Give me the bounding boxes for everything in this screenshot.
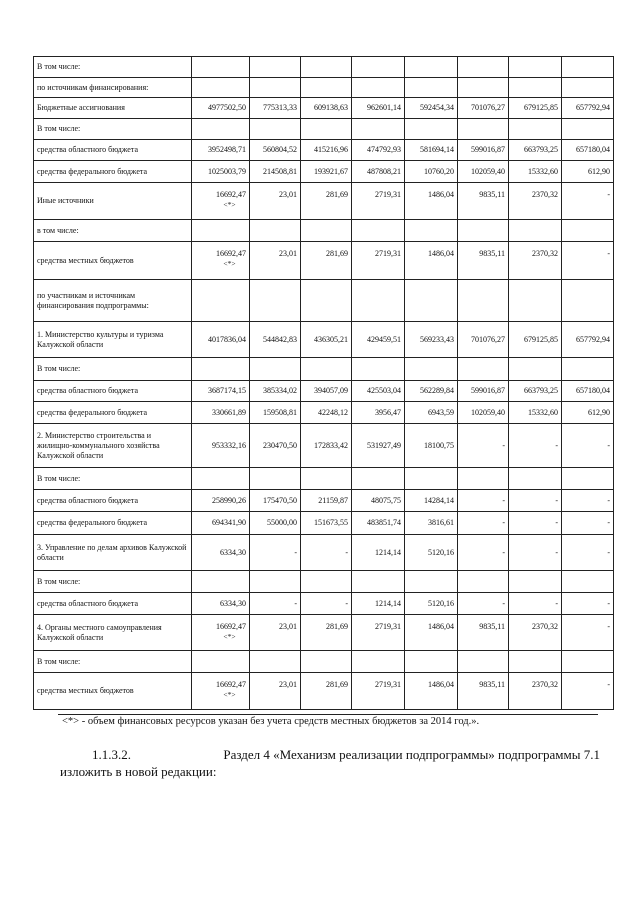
empty-cell (509, 280, 562, 322)
value-cell: - (509, 424, 562, 468)
table-row (34, 140, 614, 161)
value-cell: 701076,27 (458, 322, 509, 358)
table-row (34, 242, 614, 280)
empty-cell (562, 571, 614, 593)
value-cell: 679125,85 (509, 322, 562, 358)
value-cell: - (301, 593, 352, 615)
value-cell: 429459,51 (352, 322, 405, 358)
value-cell: 5120,16 (405, 593, 458, 615)
empty-cell (301, 78, 352, 98)
value-cell: 425503,04 (352, 381, 405, 402)
value-cell: 657792,94 (562, 98, 614, 119)
footnote-text: <*> - объем финансовых ресурсов указан без учета средств местных бюджетов за 2014 год.». (62, 716, 480, 727)
empty-cell (405, 57, 458, 78)
empty-cell (192, 220, 250, 242)
empty-cell (405, 78, 458, 98)
row-label: средства областного бюджета (34, 490, 192, 512)
value-cell: 6334,30 (192, 593, 250, 615)
value-cell: 4977502,50 (192, 98, 250, 119)
value-cell: 3952498,71 (192, 140, 250, 161)
row-label: средства федерального бюджета (34, 402, 192, 424)
row-label: В том числе: (34, 358, 192, 381)
value-cell: 330661,89 (192, 402, 250, 424)
value-cell: 281,69 (301, 183, 352, 220)
row-label: В том числе: (34, 651, 192, 673)
empty-cell (301, 571, 352, 593)
row-label: средства областного бюджета (34, 140, 192, 161)
table-row (34, 468, 614, 490)
table-row (34, 615, 614, 651)
table-row (34, 358, 614, 381)
value-cell: 23,01 (250, 615, 301, 651)
value-cell: 1486,04 (405, 242, 458, 280)
value-cell: 214508,81 (250, 161, 301, 183)
empty-cell (192, 78, 250, 98)
value-cell: 474792,93 (352, 140, 405, 161)
value-cell: 2370,32 (509, 242, 562, 280)
value-cell: 10760,20 (405, 161, 458, 183)
budget-table-container (33, 56, 613, 710)
value-cell: 531927,49 (352, 424, 405, 468)
empty-cell (509, 468, 562, 490)
value-cell (192, 183, 250, 220)
empty-cell (562, 468, 614, 490)
empty-cell (250, 468, 301, 490)
table-row (34, 593, 614, 615)
empty-cell (458, 358, 509, 381)
value-cell: 2719,31 (352, 183, 405, 220)
table-row (34, 161, 614, 183)
empty-cell (562, 78, 614, 98)
empty-cell (562, 358, 614, 381)
empty-cell (192, 358, 250, 381)
value-cell: 1214,14 (352, 593, 405, 615)
empty-cell (562, 220, 614, 242)
value-cell: - (509, 535, 562, 571)
value-cell: 23,01 (250, 673, 301, 710)
row-label: В том числе: (34, 571, 192, 593)
value-cell: 2719,31 (352, 615, 405, 651)
row-label: средства местных бюджетов (34, 673, 192, 710)
empty-cell (352, 468, 405, 490)
empty-cell (405, 220, 458, 242)
row-label: Бюджетные ассигнования (34, 98, 192, 119)
value-cell: 487808,21 (352, 161, 405, 183)
empty-cell (562, 651, 614, 673)
value-cell: 159508,81 (250, 402, 301, 424)
value-cell: - (562, 535, 614, 571)
value-cell: 560804,52 (250, 140, 301, 161)
empty-cell (192, 571, 250, 593)
empty-cell (458, 57, 509, 78)
value-cell: - (562, 424, 614, 468)
empty-cell (405, 571, 458, 593)
value-cell: 15332,60 (509, 402, 562, 424)
value-cell: 258990,26 (192, 490, 250, 512)
empty-cell (509, 220, 562, 242)
value-cell: 193921,67 (301, 161, 352, 183)
empty-cell (250, 119, 301, 140)
value-cell: 2370,32 (509, 615, 562, 651)
budget-allocation-table (33, 56, 614, 710)
value-cell: 657180,04 (562, 381, 614, 402)
row-label: 2. Министерство строительства и жилищно-коммунального хозяйства Калужской области (34, 424, 192, 468)
empty-cell (301, 468, 352, 490)
value-text: 16692,47 (216, 622, 246, 631)
value-cell: 2719,31 (352, 673, 405, 710)
table-row (34, 322, 614, 358)
empty-cell (301, 57, 352, 78)
value-cell: - (250, 535, 301, 571)
empty-cell (301, 280, 352, 322)
value-cell: 953332,16 (192, 424, 250, 468)
empty-cell (562, 119, 614, 140)
table-row (34, 381, 614, 402)
empty-cell (301, 358, 352, 381)
value-cell: - (562, 242, 614, 280)
empty-cell (405, 119, 458, 140)
row-label: 1. Министерство культуры и туризма Калужской области (34, 322, 192, 358)
value-cell: - (509, 593, 562, 615)
row-label: 4. Органы местного самоуправления Калужской области (34, 615, 192, 651)
value-cell: - (301, 535, 352, 571)
value-cell: 14284,14 (405, 490, 458, 512)
value-cell: 2370,32 (509, 183, 562, 220)
table-row (34, 402, 614, 424)
value-cell: 175470,50 (250, 490, 301, 512)
empty-cell (458, 468, 509, 490)
empty-cell (250, 220, 301, 242)
row-label: по источникам финансирования: (34, 78, 192, 98)
row-label: средства федерального бюджета (34, 512, 192, 535)
value-cell (192, 673, 250, 710)
value-cell: 151673,55 (301, 512, 352, 535)
empty-cell (352, 57, 405, 78)
empty-cell (352, 280, 405, 322)
value-cell: 385334,02 (250, 381, 301, 402)
value-cell: 612,90 (562, 402, 614, 424)
empty-cell (250, 358, 301, 381)
value-cell: 6943,59 (405, 402, 458, 424)
value-cell: - (562, 490, 614, 512)
value-cell: 18100,75 (405, 424, 458, 468)
empty-cell (458, 651, 509, 673)
row-label: В том числе: (34, 57, 192, 78)
value-cell: - (509, 512, 562, 535)
empty-cell (301, 119, 352, 140)
empty-cell (405, 468, 458, 490)
empty-cell (192, 280, 250, 322)
value-cell: 21159,87 (301, 490, 352, 512)
table-row (34, 535, 614, 571)
value-cell: 657180,04 (562, 140, 614, 161)
empty-cell (458, 78, 509, 98)
value-cell (192, 242, 250, 280)
value-cell: - (562, 512, 614, 535)
paragraph-text-line-1: Раздел 4 «Механизм реализации подпрограммы» подпрограммы 7.1 (223, 747, 600, 762)
value-cell: 592454,34 (405, 98, 458, 119)
value-cell: 281,69 (301, 615, 352, 651)
value-cell: 609138,63 (301, 98, 352, 119)
value-cell: 962601,14 (352, 98, 405, 119)
empty-cell (192, 651, 250, 673)
empty-cell (301, 651, 352, 673)
footnote-marker: <*> (223, 259, 236, 268)
value-cell: 663793,25 (509, 140, 562, 161)
empty-cell (352, 220, 405, 242)
empty-cell (352, 119, 405, 140)
footnote-divider (58, 714, 598, 715)
table-row (34, 57, 614, 78)
empty-cell (405, 651, 458, 673)
value-cell: 701076,27 (458, 98, 509, 119)
value-cell: 172833,42 (301, 424, 352, 468)
row-label: Иные источники (34, 183, 192, 220)
footnote-marker: <*> (223, 690, 236, 699)
table-row (34, 571, 614, 593)
value-cell: 230470,50 (250, 424, 301, 468)
value-cell: 1486,04 (405, 673, 458, 710)
value-cell: - (562, 615, 614, 651)
value-cell: - (509, 490, 562, 512)
empty-cell (458, 119, 509, 140)
value-cell: 15332,60 (509, 161, 562, 183)
value-cell: 569233,43 (405, 322, 458, 358)
value-cell: 102059,40 (458, 161, 509, 183)
table-row (34, 183, 614, 220)
empty-cell (458, 280, 509, 322)
value-cell: - (458, 424, 509, 468)
value-cell: 483851,74 (352, 512, 405, 535)
value-cell: 3687174,15 (192, 381, 250, 402)
value-cell: - (458, 535, 509, 571)
value-cell: 581694,14 (405, 140, 458, 161)
empty-cell (192, 468, 250, 490)
value-cell: 9835,11 (458, 673, 509, 710)
empty-cell (192, 119, 250, 140)
value-cell: 1214,14 (352, 535, 405, 571)
table-row (34, 78, 614, 98)
footnote-marker: <*> (223, 632, 236, 641)
table-row (34, 424, 614, 468)
empty-cell (352, 78, 405, 98)
value-cell: 23,01 (250, 242, 301, 280)
value-cell: 612,90 (562, 161, 614, 183)
value-cell: - (458, 512, 509, 535)
empty-cell (562, 280, 614, 322)
table-row (34, 651, 614, 673)
value-cell: 775313,33 (250, 98, 301, 119)
value-cell: 9835,11 (458, 242, 509, 280)
value-cell: - (562, 183, 614, 220)
empty-cell (250, 571, 301, 593)
empty-cell (458, 220, 509, 242)
value-cell: - (562, 593, 614, 615)
empty-cell (509, 57, 562, 78)
value-cell: 2719,31 (352, 242, 405, 280)
value-cell: - (250, 593, 301, 615)
value-cell: 23,01 (250, 183, 301, 220)
value-cell: 42248,12 (301, 402, 352, 424)
row-label: средства федерального бюджета (34, 161, 192, 183)
empty-cell (301, 220, 352, 242)
value-text: 16692,47 (216, 680, 246, 689)
value-cell: 6334,30 (192, 535, 250, 571)
paragraph-number: 1.1.3.2. (92, 747, 131, 762)
value-cell: - (458, 490, 509, 512)
empty-cell (458, 571, 509, 593)
table-row (34, 512, 614, 535)
value-cell: 394057,09 (301, 381, 352, 402)
empty-cell (352, 571, 405, 593)
empty-cell (509, 358, 562, 381)
value-cell: 1025003,79 (192, 161, 250, 183)
row-label: средства областного бюджета (34, 593, 192, 615)
empty-cell (250, 651, 301, 673)
value-cell: 679125,85 (509, 98, 562, 119)
table-row (34, 280, 614, 322)
empty-cell (405, 280, 458, 322)
value-cell: 599016,87 (458, 381, 509, 402)
value-cell (192, 615, 250, 651)
empty-cell (509, 651, 562, 673)
row-label: в том числе: (34, 220, 192, 242)
value-cell: 2370,32 (509, 673, 562, 710)
value-cell: 663793,25 (509, 381, 562, 402)
value-cell: 657792,94 (562, 322, 614, 358)
row-label: В том числе: (34, 468, 192, 490)
value-cell: 281,69 (301, 673, 352, 710)
value-cell: 55000,00 (250, 512, 301, 535)
row-label: по участникам и источникам финансирования подпрограммы: (34, 280, 192, 322)
value-cell: - (458, 593, 509, 615)
empty-cell (250, 280, 301, 322)
value-cell: 599016,87 (458, 140, 509, 161)
empty-cell (405, 358, 458, 381)
value-text: 16692,47 (216, 190, 246, 199)
footnote-marker: <*> (223, 200, 236, 209)
row-label: средства местных бюджетов (34, 242, 192, 280)
row-label: В том числе: (34, 119, 192, 140)
value-cell: 3816,61 (405, 512, 458, 535)
value-cell: 281,69 (301, 242, 352, 280)
table-row (34, 119, 614, 140)
value-cell: 3956,47 (352, 402, 405, 424)
paragraph-text-line-2: изложить в новой редакции: (60, 764, 217, 779)
row-label: 3. Управление по делам архивов Калужской области (34, 535, 192, 571)
value-cell: 694341,90 (192, 512, 250, 535)
empty-cell (250, 57, 301, 78)
value-cell: 1486,04 (405, 183, 458, 220)
table-row (34, 220, 614, 242)
value-cell: - (562, 673, 614, 710)
empty-cell (250, 78, 301, 98)
value-cell: 9835,11 (458, 615, 509, 651)
empty-cell (509, 571, 562, 593)
value-cell: 9835,11 (458, 183, 509, 220)
value-cell: 544842,83 (250, 322, 301, 358)
empty-cell (562, 57, 614, 78)
empty-cell (352, 358, 405, 381)
table-row (34, 490, 614, 512)
empty-cell (192, 57, 250, 78)
value-cell: 415216,96 (301, 140, 352, 161)
value-cell: 102059,40 (458, 402, 509, 424)
value-cell: 436305,21 (301, 322, 352, 358)
row-label: средства областного бюджета (34, 381, 192, 402)
empty-cell (509, 78, 562, 98)
table-row (34, 673, 614, 710)
section-paragraph (60, 746, 600, 780)
value-cell: 1486,04 (405, 615, 458, 651)
value-cell: 48075,75 (352, 490, 405, 512)
value-cell: 562289,84 (405, 381, 458, 402)
empty-cell (509, 119, 562, 140)
value-text: 16692,47 (216, 249, 246, 258)
value-cell: 4017836,04 (192, 322, 250, 358)
empty-cell (352, 651, 405, 673)
value-cell: 5120,16 (405, 535, 458, 571)
table-row (34, 98, 614, 119)
